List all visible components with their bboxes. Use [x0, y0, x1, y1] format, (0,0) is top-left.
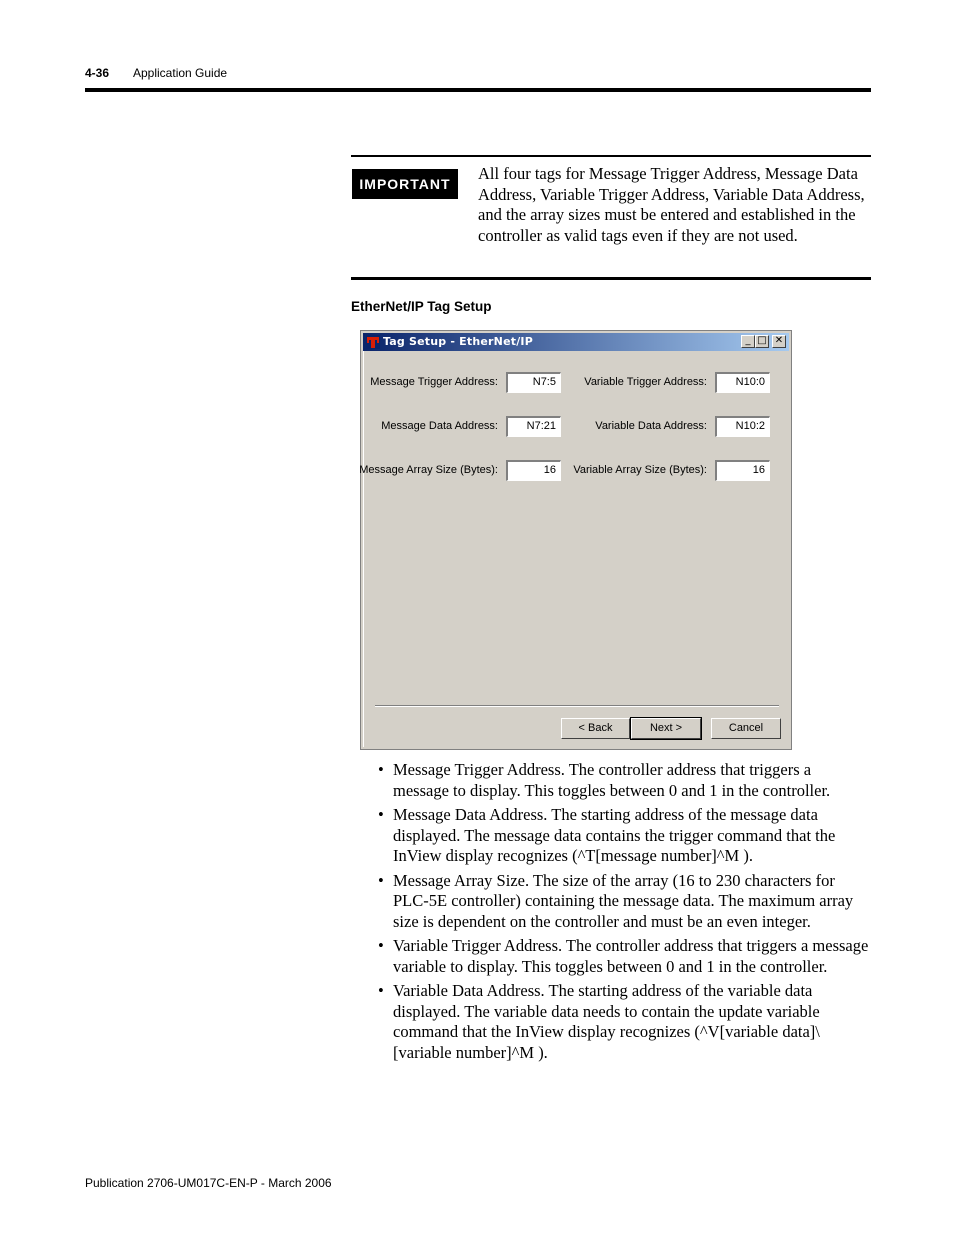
button-separator-highlight — [375, 706, 779, 707]
list-item — [378, 760, 870, 801]
important-badge: IMPORTANT — [352, 169, 458, 199]
bullet-icon: • — [378, 805, 384, 824]
important-text: All four tags for Message Trigger Address, Message Data Address, Variable Trigger Address, Variable Data Address, and the array sizes must be entered and established in the controller as valid tags even if they are not used. — [478, 164, 865, 245]
minimize-button[interactable]: _ — [741, 335, 755, 348]
page-number: 4-36 — [85, 66, 110, 80]
cancel-button[interactable]: Cancel — [711, 718, 781, 739]
message-array-size-input[interactable]: 16 — [506, 460, 561, 481]
important-top-rule — [351, 155, 871, 157]
dialog-frame — [363, 333, 789, 747]
list-item-text: Message Trigger Address. The controller address that triggers a message to display. This toggles between 0 and 1 in the controller. — [393, 760, 831, 800]
tag-setup-dialog — [360, 330, 792, 750]
list-item-text: Message Data Address. The starting address of the message data displayed. The message data contains the trigger command that the InView display recognizes (^T[message number]^M ). — [393, 805, 836, 865]
message-data-input[interactable]: N7:21 — [506, 416, 561, 437]
variable-array-size-input[interactable]: 16 — [715, 460, 770, 481]
message-trigger-label: Message Trigger Address: — [370, 376, 498, 388]
bullet-icon: • — [378, 936, 384, 955]
variable-data-input[interactable]: N10:2 — [715, 416, 770, 437]
important-bottom-rule — [351, 277, 871, 280]
list-item — [378, 936, 870, 977]
message-data-label: Message Data Address: — [381, 420, 498, 432]
variable-data-label: Variable Data Address: — [595, 420, 707, 432]
section-title: Application Guide — [133, 66, 228, 80]
variable-trigger-label: Variable Trigger Address: — [584, 376, 707, 388]
dialog-titlebar[interactable] — [363, 333, 789, 351]
list-item — [378, 981, 870, 1063]
close-button[interactable]: ✕ — [772, 335, 786, 348]
bullet-icon: • — [378, 870, 384, 890]
bullet-icon: • — [378, 760, 384, 779]
dialog-title: Tag Setup - EtherNet/IP — [383, 335, 533, 348]
list-item-text: Message Array Size. The size of the array (16 to 230 characters for PLC-5E controller) containing the message data. The maximum array size is dependent on the controller and must be an even integer. — [393, 870, 854, 931]
variable-array-size-label: Variable Array Size (Bytes): — [573, 464, 707, 476]
header-rule — [85, 88, 871, 92]
list-item-text: Variable Data Address. The starting address of the variable data displayed. The variable data needs to contain the update variable command that the InView display recognizes (^V[variable data]\[variable number]^M ). — [393, 981, 820, 1062]
maximize-button[interactable]: □ — [755, 335, 769, 348]
bullet-icon: • — [378, 981, 384, 1000]
message-trigger-input[interactable]: N7:5 — [506, 372, 561, 393]
next-button[interactable]: Next > — [631, 718, 701, 739]
list-item-text: Variable Trigger Address. The controller address that triggers a message variable to display. This toggles between 0 and 1 in the controller. — [393, 936, 869, 976]
variable-trigger-input[interactable]: N10:0 — [715, 372, 770, 393]
list-item — [378, 805, 870, 867]
figure-caption: EtherNet/IP Tag Setup — [351, 299, 492, 314]
message-array-size-label: Message Array Size (Bytes): — [359, 464, 498, 476]
publication-footer: Publication 2706-UM017C-EN-P - March 2006 — [85, 1176, 332, 1190]
back-button[interactable]: < Back — [561, 718, 630, 739]
list-item — [378, 871, 870, 933]
field-descriptions — [378, 760, 870, 1067]
app-icon — [366, 335, 380, 349]
